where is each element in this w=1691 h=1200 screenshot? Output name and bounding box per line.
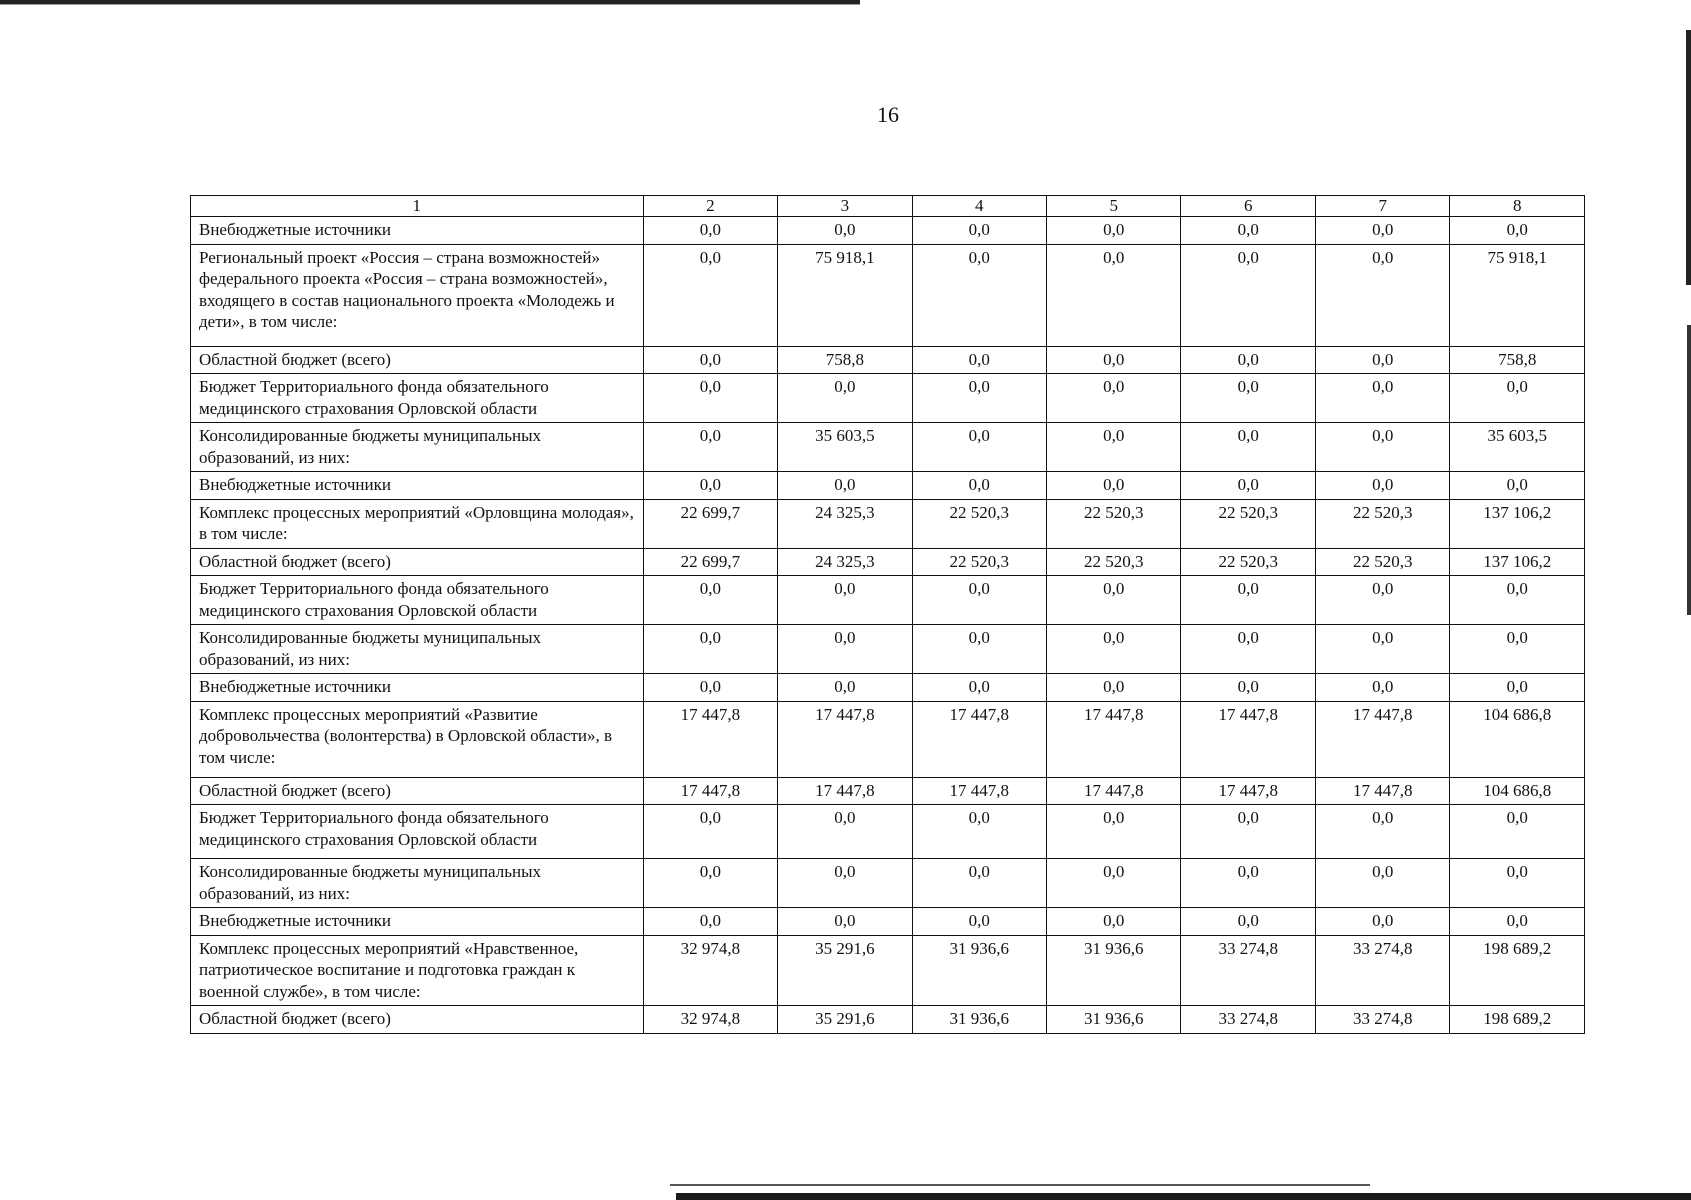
row-value-col-7: 0,0 xyxy=(1315,576,1449,625)
table-row xyxy=(191,625,1585,674)
row-value-col-4: 0,0 xyxy=(912,576,1046,625)
table-row xyxy=(191,777,1585,805)
table-row xyxy=(191,908,1585,936)
row-value-col-3: 0,0 xyxy=(778,859,912,908)
row-value-col-7: 22 520,3 xyxy=(1315,548,1449,576)
row-value-col-2: 0,0 xyxy=(643,423,777,472)
row-value-col-2: 0,0 xyxy=(643,908,777,936)
row-value-col-8: 137 106,2 xyxy=(1450,548,1585,576)
row-value-col-2: 22 699,7 xyxy=(643,548,777,576)
row-value-col-5: 0,0 xyxy=(1047,625,1181,674)
row-value-col-7: 0,0 xyxy=(1315,423,1449,472)
row-label: Областной бюджет (всего) xyxy=(191,548,644,576)
row-value-col-6: 0,0 xyxy=(1181,423,1315,472)
row-value-col-6: 22 520,3 xyxy=(1181,499,1315,548)
header-col-6: 6 xyxy=(1181,196,1315,217)
row-value-col-2: 0,0 xyxy=(643,472,777,500)
row-value-col-8: 0,0 xyxy=(1450,859,1585,908)
row-value-col-2: 0,0 xyxy=(643,674,777,702)
row-value-col-2: 0,0 xyxy=(643,374,777,423)
row-value-col-4: 0,0 xyxy=(912,674,1046,702)
row-value-col-2: 0,0 xyxy=(643,576,777,625)
row-value-col-4: 0,0 xyxy=(912,217,1046,245)
header-col-7: 7 xyxy=(1315,196,1449,217)
table-row xyxy=(191,472,1585,500)
scan-edge-bottom-line xyxy=(670,1184,1370,1186)
row-value-col-5: 17 447,8 xyxy=(1047,701,1181,777)
row-value-col-6: 0,0 xyxy=(1181,244,1315,346)
row-value-col-8: 104 686,8 xyxy=(1450,777,1585,805)
row-value-col-3: 17 447,8 xyxy=(778,701,912,777)
row-value-col-8: 0,0 xyxy=(1450,576,1585,625)
row-value-col-8: 198 689,2 xyxy=(1450,935,1585,1006)
row-value-col-7: 33 274,8 xyxy=(1315,935,1449,1006)
row-value-col-3: 0,0 xyxy=(778,625,912,674)
row-value-col-7: 0,0 xyxy=(1315,859,1449,908)
row-value-col-7: 17 447,8 xyxy=(1315,701,1449,777)
row-value-col-7: 0,0 xyxy=(1315,244,1449,346)
row-value-col-5: 31 936,6 xyxy=(1047,935,1181,1006)
row-value-col-5: 31 936,6 xyxy=(1047,1006,1181,1034)
row-value-col-5: 0,0 xyxy=(1047,472,1181,500)
row-label: Консолидированные бюджеты муниципальных образований, из них: xyxy=(191,859,644,908)
row-value-col-6: 0,0 xyxy=(1181,374,1315,423)
row-value-col-3: 17 447,8 xyxy=(778,777,912,805)
budget-table xyxy=(190,195,1585,1034)
row-value-col-5: 22 520,3 xyxy=(1047,499,1181,548)
row-value-col-4: 0,0 xyxy=(912,805,1046,859)
table-row xyxy=(191,244,1585,346)
row-value-col-6: 0,0 xyxy=(1181,472,1315,500)
row-value-col-2: 17 447,8 xyxy=(643,701,777,777)
row-value-col-4: 22 520,3 xyxy=(912,499,1046,548)
table-row xyxy=(191,1006,1585,1034)
row-value-col-8: 758,8 xyxy=(1450,346,1585,374)
row-value-col-2: 17 447,8 xyxy=(643,777,777,805)
table-row xyxy=(191,548,1585,576)
row-value-col-5: 0,0 xyxy=(1047,674,1181,702)
row-value-col-5: 22 520,3 xyxy=(1047,548,1181,576)
row-value-col-3: 35 291,6 xyxy=(778,935,912,1006)
row-value-col-8: 0,0 xyxy=(1450,674,1585,702)
row-value-col-5: 17 447,8 xyxy=(1047,777,1181,805)
row-label: Областной бюджет (всего) xyxy=(191,1006,644,1034)
row-value-col-3: 0,0 xyxy=(778,674,912,702)
row-label: Комплекс процессных мероприятий «Развитие добровольчества (волонтерства) в Орловской области», в том числе: xyxy=(191,701,644,777)
page-number: 16 xyxy=(877,102,899,127)
row-label: Комплекс процессных мероприятий «Нравственное, патриотическое воспитание и подготовка граждан к военной службе», в том числе: xyxy=(191,935,644,1006)
row-value-col-3: 0,0 xyxy=(778,908,912,936)
row-value-col-6: 33 274,8 xyxy=(1181,935,1315,1006)
row-value-col-4: 0,0 xyxy=(912,423,1046,472)
row-value-col-4: 0,0 xyxy=(912,908,1046,936)
row-value-col-7: 0,0 xyxy=(1315,908,1449,936)
row-label: Внебюджетные источники xyxy=(191,217,644,245)
row-value-col-8: 75 918,1 xyxy=(1450,244,1585,346)
row-value-col-7: 0,0 xyxy=(1315,374,1449,423)
row-value-col-5: 0,0 xyxy=(1047,374,1181,423)
row-value-col-5: 0,0 xyxy=(1047,346,1181,374)
row-value-col-7: 33 274,8 xyxy=(1315,1006,1449,1034)
header-row xyxy=(191,196,1585,217)
row-value-col-7: 0,0 xyxy=(1315,674,1449,702)
header-col-4: 4 xyxy=(912,196,1046,217)
row-value-col-4: 22 520,3 xyxy=(912,548,1046,576)
scan-edge-right-lower xyxy=(1687,325,1691,615)
row-value-col-8: 0,0 xyxy=(1450,625,1585,674)
table-row xyxy=(191,859,1585,908)
table-row xyxy=(191,935,1585,1006)
header-col-1: 1 xyxy=(191,196,644,217)
table-body xyxy=(191,217,1585,1034)
row-value-col-6: 33 274,8 xyxy=(1181,1006,1315,1034)
row-value-col-2: 0,0 xyxy=(643,217,777,245)
row-value-col-5: 0,0 xyxy=(1047,423,1181,472)
row-value-col-6: 0,0 xyxy=(1181,805,1315,859)
row-value-col-2: 22 699,7 xyxy=(643,499,777,548)
row-value-col-7: 22 520,3 xyxy=(1315,499,1449,548)
table-row xyxy=(191,805,1585,859)
row-label: Внебюджетные источники xyxy=(191,472,644,500)
row-label: Внебюджетные источники xyxy=(191,908,644,936)
header-col-3: 3 xyxy=(778,196,912,217)
row-value-col-2: 0,0 xyxy=(643,805,777,859)
row-value-col-3: 24 325,3 xyxy=(778,499,912,548)
row-value-col-8: 0,0 xyxy=(1450,805,1585,859)
row-value-col-7: 0,0 xyxy=(1315,472,1449,500)
row-label: Областной бюджет (всего) xyxy=(191,777,644,805)
row-value-col-4: 0,0 xyxy=(912,374,1046,423)
row-value-col-3: 0,0 xyxy=(778,217,912,245)
row-value-col-7: 0,0 xyxy=(1315,217,1449,245)
row-value-col-8: 0,0 xyxy=(1450,217,1585,245)
row-value-col-5: 0,0 xyxy=(1047,859,1181,908)
row-value-col-2: 32 974,8 xyxy=(643,935,777,1006)
row-value-col-5: 0,0 xyxy=(1047,217,1181,245)
header-col-5: 5 xyxy=(1047,196,1181,217)
row-value-col-4: 0,0 xyxy=(912,625,1046,674)
row-value-col-3: 24 325,3 xyxy=(778,548,912,576)
scan-edge-right xyxy=(1686,30,1691,285)
row-value-col-6: 0,0 xyxy=(1181,625,1315,674)
row-value-col-4: 0,0 xyxy=(912,244,1046,346)
row-value-col-8: 0,0 xyxy=(1450,908,1585,936)
row-value-col-6: 0,0 xyxy=(1181,674,1315,702)
row-value-col-7: 17 447,8 xyxy=(1315,777,1449,805)
table-row xyxy=(191,499,1585,548)
row-value-col-2: 0,0 xyxy=(643,244,777,346)
table-row xyxy=(191,576,1585,625)
row-value-col-5: 0,0 xyxy=(1047,908,1181,936)
row-value-col-8: 198 689,2 xyxy=(1450,1006,1585,1034)
row-value-col-4: 31 936,6 xyxy=(912,1006,1046,1034)
table-row xyxy=(191,217,1585,245)
row-value-col-2: 0,0 xyxy=(643,859,777,908)
row-value-col-3: 35 603,5 xyxy=(778,423,912,472)
header-col-2: 2 xyxy=(643,196,777,217)
row-value-col-6: 0,0 xyxy=(1181,859,1315,908)
scan-edge-top-shadow xyxy=(0,4,860,5)
row-value-col-2: 32 974,8 xyxy=(643,1006,777,1034)
row-value-col-8: 0,0 xyxy=(1450,472,1585,500)
row-value-col-2: 0,0 xyxy=(643,625,777,674)
row-label: Бюджет Территориального фонда обязательного медицинского страхования Орловской области xyxy=(191,374,644,423)
scan-edge-bottom xyxy=(676,1193,1691,1200)
row-label: Бюджет Территориального фонда обязательного медицинского страхования Орловской области xyxy=(191,576,644,625)
row-value-col-6: 17 447,8 xyxy=(1181,777,1315,805)
row-value-col-4: 31 936,6 xyxy=(912,935,1046,1006)
row-value-col-6: 0,0 xyxy=(1181,576,1315,625)
row-value-col-3: 0,0 xyxy=(778,576,912,625)
row-value-col-4: 17 447,8 xyxy=(912,701,1046,777)
row-value-col-3: 0,0 xyxy=(778,472,912,500)
row-value-col-3: 35 291,6 xyxy=(778,1006,912,1034)
row-value-col-4: 0,0 xyxy=(912,346,1046,374)
table-row xyxy=(191,423,1585,472)
row-label: Консолидированные бюджеты муниципальных образований, из них: xyxy=(191,423,644,472)
row-value-col-8: 35 603,5 xyxy=(1450,423,1585,472)
row-value-col-3: 0,0 xyxy=(778,374,912,423)
table-row xyxy=(191,346,1585,374)
table-row xyxy=(191,674,1585,702)
table-row xyxy=(191,374,1585,423)
row-value-col-4: 17 447,8 xyxy=(912,777,1046,805)
table-row xyxy=(191,701,1585,777)
header-col-8: 8 xyxy=(1450,196,1585,217)
row-label: Комплекс процессных мероприятий «Орловщина молодая», в том числе: xyxy=(191,499,644,548)
row-label: Бюджет Территориального фонда обязательного медицинского страхования Орловской области xyxy=(191,805,644,859)
row-value-col-2: 0,0 xyxy=(643,346,777,374)
row-label: Консолидированные бюджеты муниципальных образований, из них: xyxy=(191,625,644,674)
row-value-col-8: 0,0 xyxy=(1450,374,1585,423)
row-value-col-5: 0,0 xyxy=(1047,576,1181,625)
row-value-col-6: 22 520,3 xyxy=(1181,548,1315,576)
row-value-col-3: 75 918,1 xyxy=(778,244,912,346)
row-value-col-7: 0,0 xyxy=(1315,625,1449,674)
row-value-col-5: 0,0 xyxy=(1047,244,1181,346)
row-value-col-5: 0,0 xyxy=(1047,805,1181,859)
row-value-col-6: 0,0 xyxy=(1181,908,1315,936)
row-value-col-3: 0,0 xyxy=(778,805,912,859)
row-value-col-7: 0,0 xyxy=(1315,805,1449,859)
row-value-col-8: 137 106,2 xyxy=(1450,499,1585,548)
row-label: Внебюджетные источники xyxy=(191,674,644,702)
row-value-col-4: 0,0 xyxy=(912,859,1046,908)
row-value-col-4: 0,0 xyxy=(912,472,1046,500)
row-value-col-6: 0,0 xyxy=(1181,346,1315,374)
row-label: Региональный проект «Россия – страна возможностей» федерального проекта «Россия – страна возможностей», входящего в состав национального проекта «Молодежь и дети», в том числе: xyxy=(191,244,644,346)
row-label: Областной бюджет (всего) xyxy=(191,346,644,374)
row-value-col-3: 758,8 xyxy=(778,346,912,374)
row-value-col-8: 104 686,8 xyxy=(1450,701,1585,777)
row-value-col-7: 0,0 xyxy=(1315,346,1449,374)
row-value-col-6: 17 447,8 xyxy=(1181,701,1315,777)
row-value-col-6: 0,0 xyxy=(1181,217,1315,245)
